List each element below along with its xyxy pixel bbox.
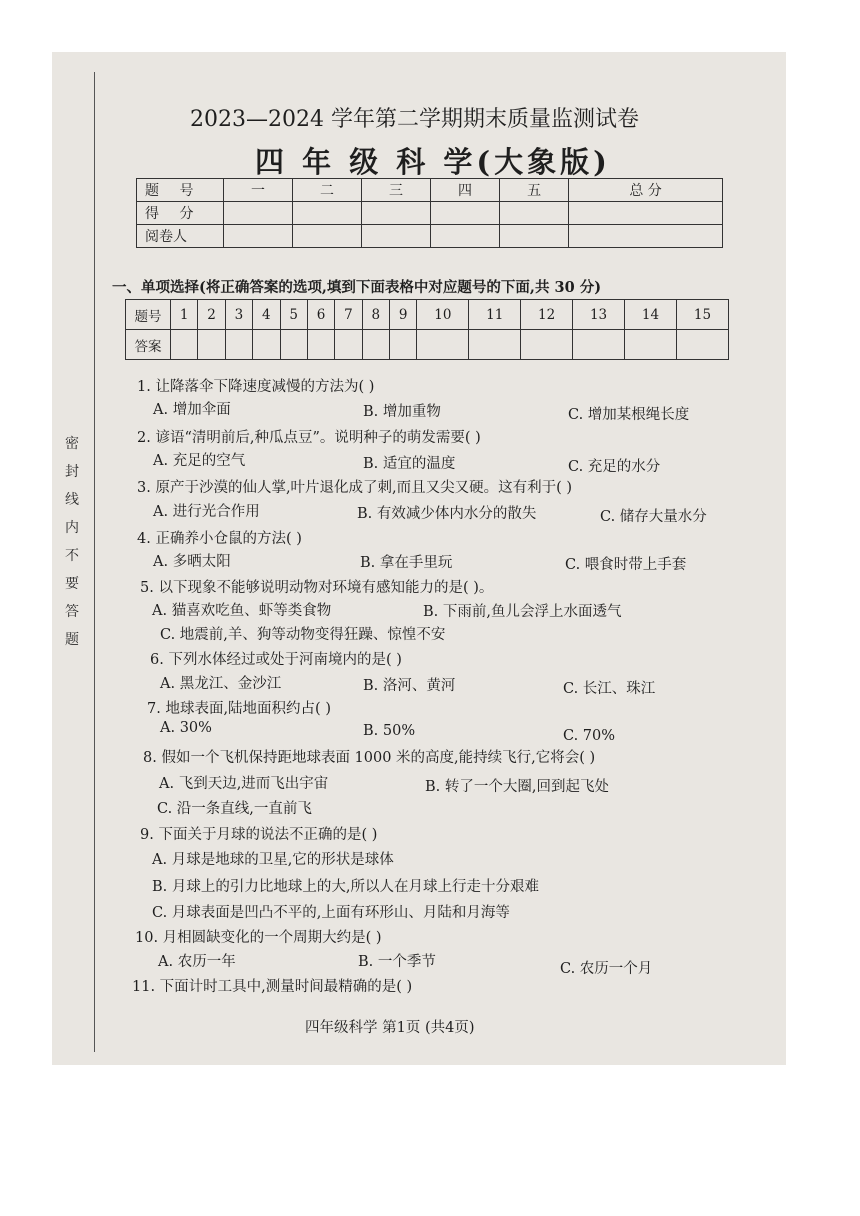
score-row	[137, 202, 723, 225]
question-option[interactable]: B. 增加重物	[363, 404, 441, 420]
score-col-header: 总 分	[569, 179, 723, 202]
exam-subtitle: 四 年 级 科 学(大象版)	[255, 145, 611, 179]
score-cell[interactable]	[500, 202, 569, 225]
answer-cell[interactable]	[676, 330, 728, 360]
question-stem: 4. 正确养小仓鼠的方法( )	[137, 531, 302, 547]
score-col-header: 四	[431, 179, 500, 202]
question-option[interactable]: A. 飞到天边,进而飞出宇宙	[159, 776, 329, 792]
score-cell[interactable]	[293, 202, 362, 225]
score-table-header-row	[137, 179, 723, 202]
question-number: 7	[335, 300, 362, 330]
answer-cell[interactable]	[469, 330, 521, 360]
question-number: 9	[390, 300, 417, 330]
question-number: 14	[625, 300, 677, 330]
score-col-header: 二	[293, 179, 362, 202]
exam-title: 2023—2024 学年第二学期期末质量监测试卷	[190, 107, 639, 132]
answer-cell[interactable]	[198, 330, 225, 360]
question-number: 2	[198, 300, 225, 330]
answer-cell[interactable]	[253, 330, 280, 360]
score-col-header: 五	[500, 179, 569, 202]
score-row-label: 阅卷人	[137, 225, 224, 248]
question-number: 5	[280, 300, 307, 330]
question-option[interactable]: B. 50%	[363, 723, 416, 739]
question-option[interactable]: C. 长江、珠江	[563, 681, 656, 697]
answer-cell[interactable]	[280, 330, 307, 360]
question-option[interactable]: B. 转了一个大圈,回到起飞处	[425, 779, 609, 795]
answer-cell[interactable]	[171, 330, 198, 360]
answer-table	[125, 299, 729, 360]
answer-cell[interactable]	[335, 330, 362, 360]
question-option[interactable]: C. 增加某根绳长度	[568, 407, 690, 423]
section-heading: 一、单项选择(将正确答案的选项,填到下面表格中对应题号的下面,共 30 分)	[112, 279, 602, 296]
question-option[interactable]: C. 月球表面是凹凸不平的,上面有环形山、月陆和月海等	[152, 905, 510, 921]
grader-cell[interactable]	[362, 225, 431, 248]
score-col-header: 一	[224, 179, 293, 202]
question-number: 1	[171, 300, 198, 330]
answer-cell[interactable]	[390, 330, 417, 360]
page-footer: 四年级科学 第1页 (共4页)	[305, 1020, 475, 1036]
question-stem: 1. 让降落伞下降速度减慢的方法为( )	[137, 379, 375, 395]
answer-cell[interactable]	[307, 330, 334, 360]
question-stem: 7. 地球表面,陆地面积约占( )	[147, 701, 331, 717]
score-table	[136, 178, 723, 248]
question-option[interactable]: B. 下雨前,鱼儿会浮上水面透气	[423, 604, 622, 620]
question-option[interactable]: A. 月球是地球的卫星,它的形状是球体	[152, 852, 394, 868]
grader-cell[interactable]	[500, 225, 569, 248]
question-option[interactable]: A. 增加伞面	[153, 402, 231, 418]
question-option[interactable]: C. 地震前,羊、狗等动物变得狂躁、惊惶不安	[160, 627, 446, 643]
question-option[interactable]: C. 储存大量水分	[600, 509, 707, 525]
score-cell[interactable]	[362, 202, 431, 225]
score-col-header: 三	[362, 179, 431, 202]
question-number: 12	[521, 300, 573, 330]
question-stem: 8. 假如一个飞机保持距地球表面 1000 米的高度,能持续飞行,它将会( )	[143, 750, 596, 766]
question-option[interactable]: A. 农历一年	[158, 954, 236, 970]
question-option[interactable]: B. 月球上的引力比地球上的大,所以人在月球上行走十分艰难	[152, 879, 539, 895]
grader-cell[interactable]	[431, 225, 500, 248]
answer-cell[interactable]	[225, 330, 252, 360]
question-stem: 10. 月相圆缺变化的一个周期大约是( )	[135, 930, 382, 946]
question-option[interactable]: A. 黑龙江、金沙江	[160, 676, 282, 692]
question-stem: 3. 原产于沙漠的仙人掌,叶片退化成了刺,而且又尖又硬。这有利于( )	[137, 480, 573, 496]
question-option[interactable]: C. 充足的水分	[568, 459, 661, 475]
question-number: 8	[362, 300, 389, 330]
question-number: 13	[573, 300, 625, 330]
score-cell[interactable]	[431, 202, 500, 225]
score-row-label: 得 分	[137, 202, 224, 225]
question-stem: 11. 下面计时工具中,测量时间最精确的是( )	[132, 979, 413, 995]
question-stem: 2. 谚语“清明前后,种瓜点豆”。说明种子的萌发需要( )	[137, 430, 481, 446]
answer-row-label: 题号	[126, 300, 171, 330]
grader-row	[137, 225, 723, 248]
question-option[interactable]: C. 农历一个月	[560, 961, 653, 977]
question-option[interactable]: C. 喂食时带上手套	[565, 557, 687, 573]
question-number: 10	[417, 300, 469, 330]
question-option[interactable]: B. 拿在手里玩	[360, 555, 453, 571]
question-option[interactable]: B. 适宜的温度	[363, 456, 456, 472]
question-option[interactable]: A. 猫喜欢吃鱼、虾等类食物	[152, 603, 332, 619]
question-number: 15	[676, 300, 728, 330]
question-number: 3	[225, 300, 252, 330]
answer-cell[interactable]	[625, 330, 677, 360]
question-option[interactable]: C. 70%	[563, 728, 616, 744]
question-option[interactable]: B. 洛河、黄河	[363, 678, 456, 694]
answer-cell[interactable]	[521, 330, 573, 360]
question-stem: 5. 以下现象不能够说明动物对环境有感知能力的是( )。	[140, 580, 494, 596]
question-stem: 6. 下列水体经过或处于河南境内的是( )	[150, 652, 402, 668]
answer-input-row	[126, 330, 729, 360]
question-option[interactable]: A. 30%	[160, 720, 212, 736]
grader-cell[interactable]	[224, 225, 293, 248]
answer-cell[interactable]	[417, 330, 469, 360]
question-option[interactable]: A. 多晒太阳	[153, 554, 231, 570]
binding-line	[94, 72, 95, 1052]
question-option[interactable]: B. 一个季节	[358, 954, 436, 970]
binding-notice: 密封线内不要答题	[65, 436, 79, 648]
question-stem: 9. 下面关于月球的说法不正确的是( )	[140, 827, 378, 843]
question-option[interactable]: A. 充足的空气	[153, 453, 246, 469]
question-option[interactable]: A. 进行光合作用	[153, 504, 260, 520]
question-number: 4	[253, 300, 280, 330]
answer-row-label: 答案	[126, 330, 171, 360]
grader-cell[interactable]	[293, 225, 362, 248]
answer-cell[interactable]	[573, 330, 625, 360]
grader-cell[interactable]	[569, 225, 723, 248]
question-option[interactable]: C. 沿一条直线,一直前飞	[157, 801, 312, 817]
question-number: 6	[307, 300, 334, 330]
score-cell[interactable]	[224, 202, 293, 225]
question-number: 11	[469, 300, 521, 330]
answer-cell[interactable]	[362, 330, 389, 360]
score-cell[interactable]	[569, 202, 723, 225]
score-col-header: 题 号	[137, 179, 224, 202]
answer-number-row	[126, 300, 729, 330]
question-option[interactable]: B. 有效减少体内水分的散失	[357, 506, 537, 522]
